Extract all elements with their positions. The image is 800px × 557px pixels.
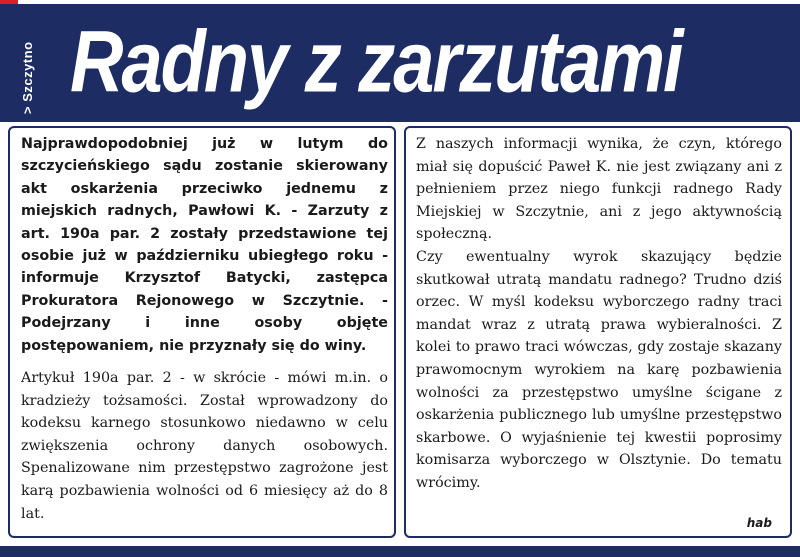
right-paragraph-2: Czy ewentualny wyrok skazujący będzie skutkował utratą mandatu radnego? Trudno dziś orzec. W myśl kodeksu wyborczego radny traci mandat wraz z utratą prawa wybieralności. Z kolei to prawo traci wówczas, gdy zostaje skazany prawomocnym wyrokiem na karę pozbawienia wolności za przestępstwo umyślne ścigane z oskarżenia publicznego lub umyślne przestępstwo skarbowe. O wyjaśnienie tej kwestii poprosimy komisarza wyborczego w Olsztynie. Do tematu wrócimy.: [416, 248, 782, 491]
left-column: [8, 126, 396, 538]
body-paragraph: Artykuł 190a par. 2 - w skrócie - mówi m.in. o kradzieży tożsamości. Został wprowadzony do kodeksu karnego stosunkowo niedawno w celu zwiększenia ochrony danych osobowych. Spenalizowane nim przestępstwo zagrożone jest karą pozbawienia wolności od 6 miesięcy aż do 8 lat.: [21, 370, 388, 522]
headline: Radny z zarzutami: [70, 12, 682, 111]
section-label: > Szczytno: [20, 41, 35, 114]
right-paragraph-1: Z naszych informacji wynika, że czyn, którego miał się dopuścić Paweł K. nie jest związany ani z pełnieniem przez niego funkcji radnego Rady Miejskiej w Szczytnie, ani z jego aktywnością społeczną.: [416, 136, 782, 243]
author-signature: hab: [746, 516, 772, 530]
lead-paragraph: Najprawdopodobniej już w lutym do szczycieńskiego sądu zostanie skierowany akt oskarżenia przeciwko jednemu z miejskich radnych, Pawłowi K. - Zarzuty z art. 190a par. 2 zostały przedstawione tej osobie już w październiku ubiegłego roku - informuje Krzysztof Batycki, zastępca Prokuratora Rejonowego w Szczytnie. - Podejrzany i inne osoby objęte postępowaniem, nie przyznały się do winy.: [21, 136, 388, 354]
bottom-bar: [0, 546, 800, 557]
right-column: [404, 126, 792, 538]
